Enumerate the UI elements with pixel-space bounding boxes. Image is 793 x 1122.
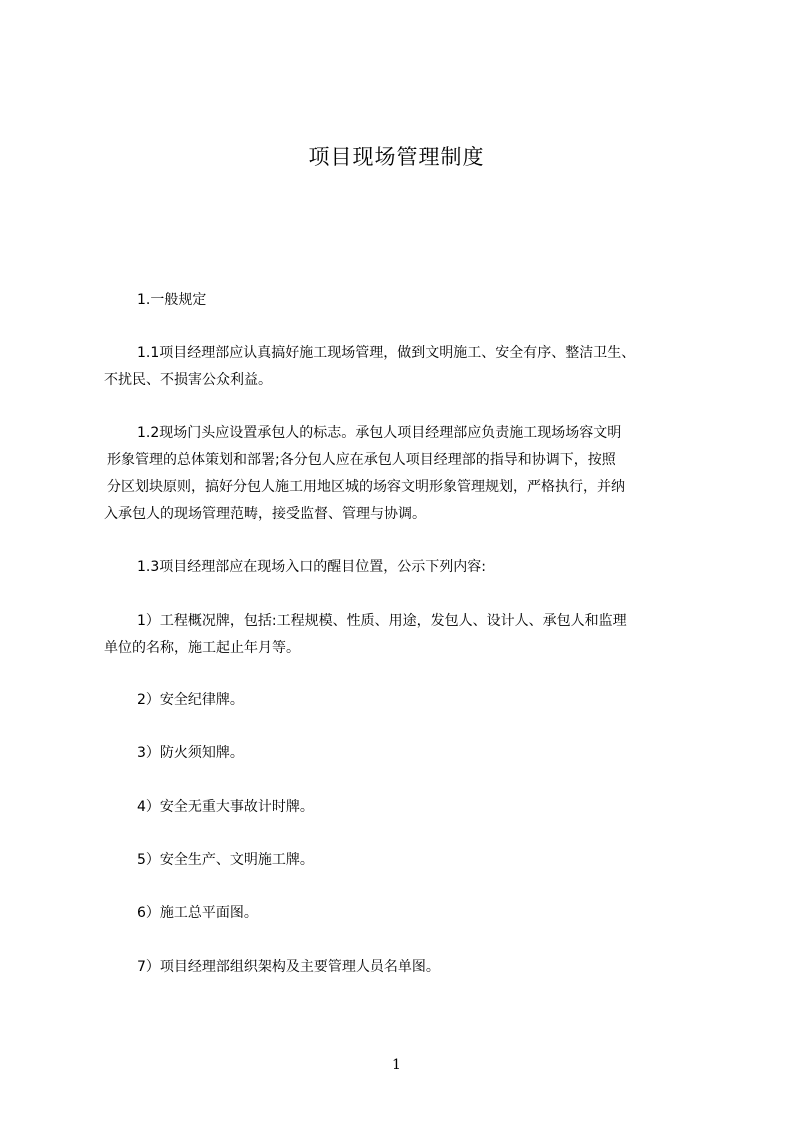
page-number: 1 xyxy=(392,1057,401,1073)
list-item-1-line-2: 单位的名称，施工起止年月等。 xyxy=(104,640,300,656)
section-heading: 1.一般规定 xyxy=(137,292,207,308)
list-item-7: 7）项目经理部组织架构及主要管理人员名单图。 xyxy=(137,959,440,975)
list-item-5: 5）安全生产、文明施工牌。 xyxy=(137,852,314,868)
paragraph-1-1-line-1: 1.1项目经理部应认真搞好施工现场管理，做到文明施工、安全有序、整洁卫生、 xyxy=(137,345,636,361)
list-item-3: 3）防火须知牌。 xyxy=(137,745,244,761)
list-item-4: 4）安全无重大事故计时牌。 xyxy=(137,799,314,815)
list-item-2: 2）安全纪律牌。 xyxy=(137,692,244,708)
paragraph-1-1-line-2: 不扰民、不损害公众利益。 xyxy=(104,372,272,388)
paragraph-1-2-line-1: 1.2现场门头应设置承包人的标志。承包人项目经理部应负责施工现场场容文明 xyxy=(137,425,622,441)
paragraph-1-2-line-3: 分区划块原则，搞好分包人施工用地区城的场容文明形象管理规划，严格执行，并纳 xyxy=(107,479,625,495)
list-item-6: 6）施工总平面图。 xyxy=(137,905,258,921)
page-title: 项目现场管理制度 xyxy=(308,145,485,169)
list-item-1-line-1: 1）工程概况牌，包括:工程规模、性质、用途，发包人、设计人、承包人和监理 xyxy=(137,613,627,629)
paragraph-1-2-line-4: 入承包人的现场管理范畴，接受监督、管理与协调。 xyxy=(104,506,426,522)
paragraph-1-2-line-2: 形象管理的总体策划和部署;各分包人应在承包人项目经理部的指导和协调下，按照 xyxy=(107,452,616,468)
paragraph-1-3: 1.3项目经理部应在现场入口的醒目位置，公示下列内容: xyxy=(137,559,486,575)
